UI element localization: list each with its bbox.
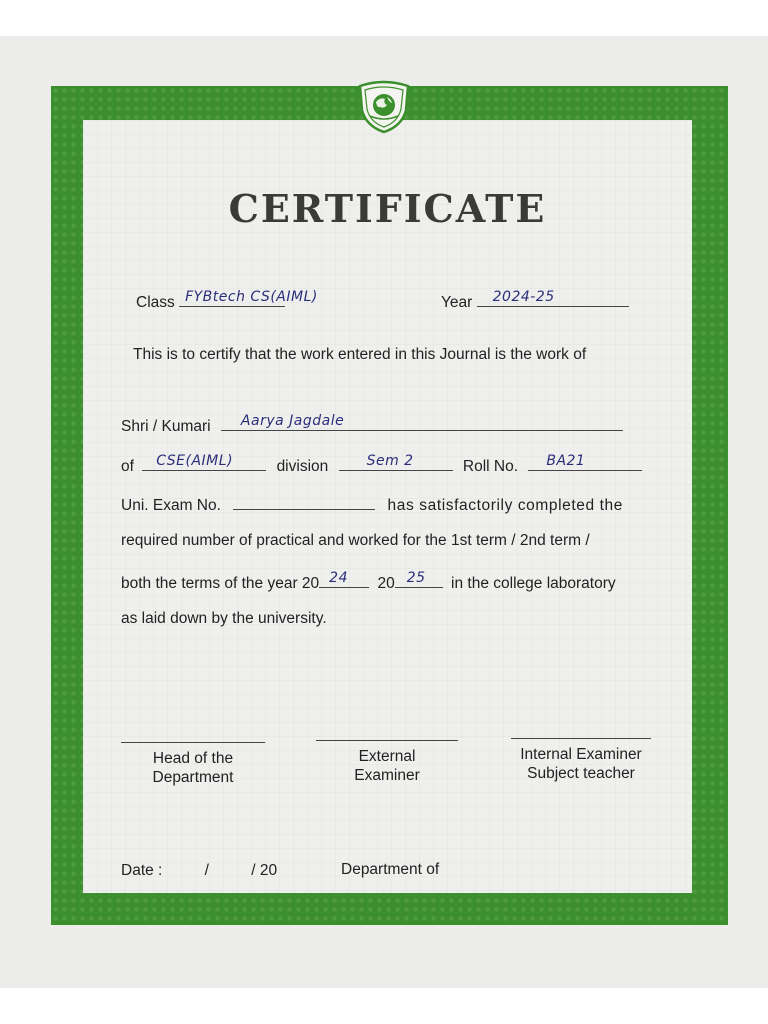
sig-head-of-department [121,742,265,787]
sig-internal-rule [511,738,651,739]
practical-text: required number of practical and worked for the 1st term / 2nd term / [121,532,590,549]
class-row [136,289,318,312]
sig-external-examiner [316,740,458,785]
terms-row [121,571,616,593]
division-value: Sem 2 [366,453,414,469]
roll-value: BA21 [546,453,586,469]
year-from-field [319,571,369,588]
year-field [477,290,629,307]
sig-head-line2: Department [152,769,234,786]
year-to-value: 25 [406,570,426,586]
date-sep1: / [204,862,209,879]
certificate-page [0,36,768,988]
sig-internal-line2: Subject teacher [527,765,635,782]
year-to-field [395,571,443,588]
of-label: of [121,458,134,475]
exam-label: Uni. Exam No. [121,497,221,514]
exam-row [121,493,623,515]
department-label: Department of [341,861,440,878]
sig-head-rule [121,742,265,743]
sig-head-line1: Head of the [152,750,234,767]
certificate-body [83,120,692,893]
date-row [121,862,277,880]
date-sep2: / 20 [251,862,278,879]
year-from-value: 24 [329,570,348,586]
laid-down-text: as laid down by the university. [121,610,327,627]
division-field [339,454,453,471]
terms-suffix: in the college laboratory [451,575,616,592]
of-value: CSE(AIML) [156,453,234,469]
of-row [121,454,642,476]
class-field [179,289,318,307]
name-row [121,414,623,436]
division-label: division [276,458,329,475]
year-value: 2024-25 [492,289,555,305]
sig-internal-examiner [511,738,651,783]
certificate-title: CERTIFICATE [228,186,547,231]
of-field [142,454,266,471]
exam-field [233,493,375,510]
completed-text: has satisfactorily completed the [387,497,623,514]
sig-internal-line1: Internal Examiner [520,746,642,763]
sig-external-line2: Examiner [354,767,420,784]
date-label: Date : [121,862,163,879]
year-row [441,290,629,312]
class-label: Class [136,294,175,311]
green-border-frame [51,86,728,925]
shield-emblem-icon [356,80,412,134]
sig-external-rule [316,740,458,741]
roll-field [528,454,642,471]
terms-mid: 20 [377,575,395,592]
year-label: Year [441,294,473,311]
sig-external-line1: External [358,748,416,765]
name-label: Shri / Kumari [121,418,211,435]
roll-label: Roll No. [462,458,519,475]
name-field [221,414,623,431]
class-value: FYBtech CS(AIML) [185,289,318,305]
intro-text: This is to certify that the work entered in this Journal is the work of [133,346,587,363]
name-value: Aarya Jagdale [240,413,345,429]
terms-prefix: both the terms of the year 20 [121,575,320,592]
